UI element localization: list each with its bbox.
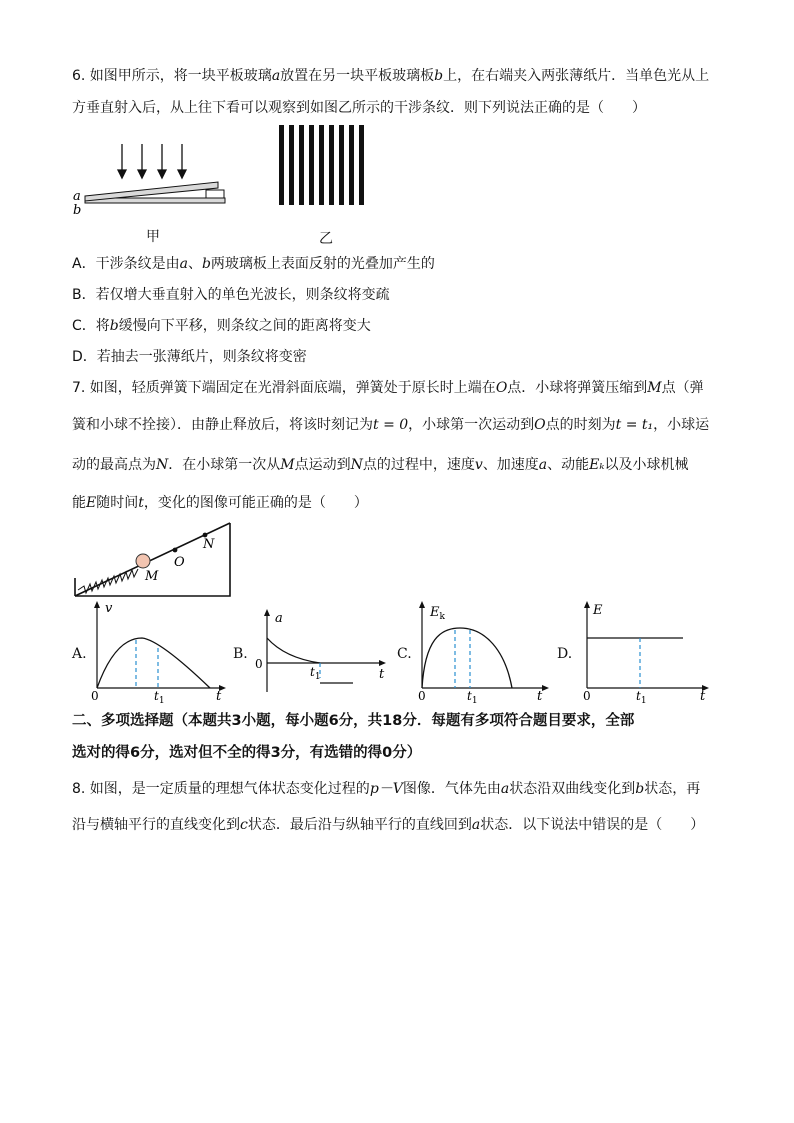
graph-b-ylabel: a bbox=[275, 611, 283, 626]
q7-incline-figure bbox=[70, 518, 240, 600]
graph-b-origin: 0 bbox=[255, 657, 263, 671]
graph-c-ek-t bbox=[415, 600, 555, 706]
graph-a-t1: $t_1$ bbox=[154, 689, 165, 706]
q6-option-c: C．将b缓慢向下平移，则条纹之间的距离将变大 bbox=[72, 318, 371, 334]
q7-stem-line-4: 能E随时间t，变化的图像可能正确的是（ ） bbox=[72, 495, 368, 511]
graph-a-option: A. bbox=[72, 646, 87, 662]
graph-b-xlabel: t bbox=[379, 667, 385, 682]
section-2-heading-line-1: 二、多项选择题（本题共3小题，每小题6分，共18分．每题有多项符合题目要求，全部 bbox=[72, 713, 635, 729]
caption-yi: 乙 bbox=[319, 231, 333, 247]
q6-figure-jia bbox=[70, 140, 235, 220]
graph-b-option: B. bbox=[233, 646, 248, 662]
q6-stem-line-1: 6. 如图甲所示，将一块平板玻璃a放置在另一块平板玻璃板b上，在右端夹入两张薄纸片．当单色光从上 bbox=[72, 68, 710, 84]
q6-option-b: B．若仅增大垂直射入的单色光波长，则条纹将变疏 bbox=[72, 287, 390, 303]
q8-stem-line-2: 沿与横轴平行的直线变化到c状态．最后沿与纵轴平行的直线回到a状态．以下说法中错误的是（ ） bbox=[72, 817, 705, 833]
graph-a-xlabel: t bbox=[216, 689, 222, 704]
graph-d-ylabel: E bbox=[593, 603, 603, 618]
section-2-heading-line-2: 选对的得6分，选对但不全的得3分，有选错的得0分） bbox=[72, 745, 422, 761]
q8-stem-line-1: 8. 如图，是一定质量的理想气体状态变化过程的p－V图像．气体先由a状态沿双曲线变化到b状态，再 bbox=[72, 781, 701, 797]
graph-a-ylabel: v bbox=[105, 601, 113, 616]
q6-figure-yi-fringes bbox=[277, 125, 372, 205]
graph-d-e-t bbox=[580, 600, 720, 706]
graph-c-xlabel: t bbox=[537, 689, 543, 704]
label-N: N bbox=[203, 537, 215, 552]
q6-option-d: D．若抽去一张薄纸片，则条纹将变密 bbox=[72, 349, 307, 365]
graph-b-a-t bbox=[255, 608, 395, 698]
graph-c-origin: 0 bbox=[418, 689, 426, 703]
label-a: a bbox=[73, 189, 81, 204]
graph-c-ylabel: $E_k$ bbox=[430, 605, 445, 622]
graph-d-option: D. bbox=[557, 646, 573, 662]
graph-a-v-t bbox=[90, 600, 230, 706]
caption-jia: 甲 bbox=[146, 229, 160, 245]
graph-c-option: C. bbox=[397, 646, 412, 662]
graph-d-origin: 0 bbox=[583, 689, 591, 703]
q7-stem-line-3: 动的最高点为N．在小球第一次从M点运动到N点的过程中，速度v、加速度a、动能Eₖ以及小球机械 bbox=[72, 457, 689, 473]
graph-c-t1: $t_1$ bbox=[467, 689, 478, 706]
q7-stem-line-2: 簧和小球不拴接）．由静止释放后，将该时刻记为t = 0，小球第一次运动到O点的时刻为t = t₁，小球运 bbox=[72, 417, 710, 433]
label-O: O bbox=[174, 555, 185, 570]
graph-d-xlabel: t bbox=[700, 689, 706, 704]
graph-d-t1: $t_1$ bbox=[636, 689, 647, 706]
label-M: M bbox=[145, 569, 159, 584]
q6-stem-line-2: 方垂直射入后，从上往下看可以观察到如图乙所示的干涉条纹．则下列说法正确的是（ ） bbox=[72, 100, 646, 116]
q7-stem-line-1: 7. 如图，轻质弹簧下端固定在光滑斜面底端，弹簧处于原长时上端在O点．小球将弹簧压缩到M点（弹 bbox=[72, 380, 704, 396]
label-b: b bbox=[73, 203, 82, 218]
graph-a-origin: 0 bbox=[91, 689, 99, 703]
graph-b-t1: $t_1$ bbox=[310, 665, 321, 682]
q6-option-a: A．干涉条纹是由a、b两玻璃板上表面反射的光叠加产生的 bbox=[72, 256, 435, 272]
